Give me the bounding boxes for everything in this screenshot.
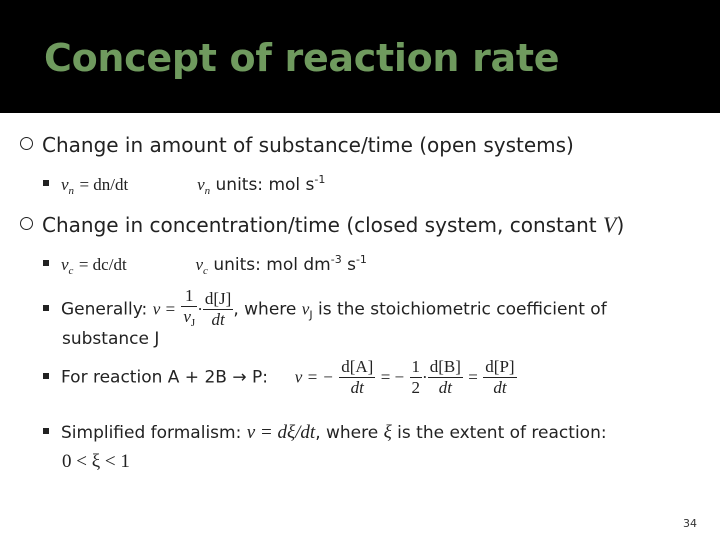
vc-units-subscript: c <box>203 265 208 277</box>
nu-symbol: ν <box>301 299 310 319</box>
rate-frac-b: $\frac{d[B]}{dt}$ <box>429 357 461 397</box>
simplified-text2: , where <box>315 423 379 443</box>
simplified-text1: Simplified formalism: <box>61 423 242 443</box>
rate-frac-half: $\frac{1}{2}$ <box>411 357 421 397</box>
vn-units-subscript: n <box>204 185 211 197</box>
rate-frac-a: $\frac{d[A]}{dt}$ <box>341 357 374 397</box>
vn-units-text: units: mol s <box>215 175 315 195</box>
vc-units-exp1: -3 <box>330 253 342 266</box>
bullet-text: Change in concentration/time (closed system, constant <box>42 213 597 237</box>
rate-eq-lhs: v = − <box>294 367 334 387</box>
reaction-text: For reaction A + 2B → P: <box>61 367 268 388</box>
square-bullet-icon <box>43 305 49 311</box>
vc-units-exp2: -1 <box>355 253 367 266</box>
ring-bullet-icon <box>20 217 33 230</box>
simplified-text3: is the extent of reaction: <box>397 423 607 443</box>
volume-symbol: V <box>603 212 617 237</box>
slide-title: Concept of reaction rate <box>44 36 560 80</box>
subbullet-simplified <box>43 422 607 444</box>
bullet-text: Change in amount of substance/time (open systems) <box>42 133 574 157</box>
general-label: Generally: <box>61 299 148 320</box>
general-eq-lhs: v = <box>152 299 176 319</box>
vc-units-mid: s <box>341 255 356 275</box>
vn-units-symbol: v <box>197 175 205 194</box>
vn-units-exponent: -1 <box>314 173 326 186</box>
extent-range: 0 < ξ < 1 <box>62 451 130 472</box>
xi-symbol: ξ <box>383 422 392 443</box>
vc-units-text: units: mol dm <box>213 255 331 275</box>
general-rest: is the stoichiometric coefficient of <box>317 299 607 320</box>
square-bullet-icon <box>43 180 49 186</box>
vn-symbol: v <box>61 175 69 194</box>
rate-dot: · <box>422 367 428 387</box>
bullet-close-paren: ) <box>616 213 625 237</box>
subbullet-vc <box>43 253 367 277</box>
square-bullet-icon <box>43 373 49 379</box>
nu-subscript: J <box>309 308 313 322</box>
subbullet-general <box>43 286 607 333</box>
vn-subscript: n <box>68 185 75 197</box>
general-dot: · <box>197 299 203 319</box>
ring-bullet-icon <box>20 137 33 150</box>
vc-subscript: c <box>68 265 74 277</box>
vc-definition: = dc/dt <box>78 255 127 274</box>
bullet-open-systems <box>20 133 574 157</box>
general-after: , where <box>233 299 297 320</box>
square-bullet-icon <box>43 428 49 434</box>
general-frac-1: $\frac{1}{\nu_J}$ <box>183 286 196 329</box>
subbullet-vn <box>43 173 325 197</box>
subbullet-reaction <box>43 357 517 398</box>
bullet-closed-system <box>20 212 624 238</box>
vc-units-symbol: v <box>195 255 204 274</box>
rate-eq-2: = − <box>380 367 405 387</box>
rate-frac-p: $\frac{d[P]}{dt}$ <box>485 357 515 397</box>
vc-symbol: v <box>61 255 69 274</box>
rate-eq-3: = <box>468 367 478 387</box>
simplified-formula: v = dξ/dt <box>246 422 316 443</box>
general-line2: substance J <box>62 329 160 349</box>
general-frac-2: $\frac{d[J]}{dt}$ <box>204 289 232 329</box>
page-number: 34 <box>683 517 697 530</box>
square-bullet-icon <box>43 260 49 266</box>
vn-definition: = dn/dt <box>79 175 129 194</box>
